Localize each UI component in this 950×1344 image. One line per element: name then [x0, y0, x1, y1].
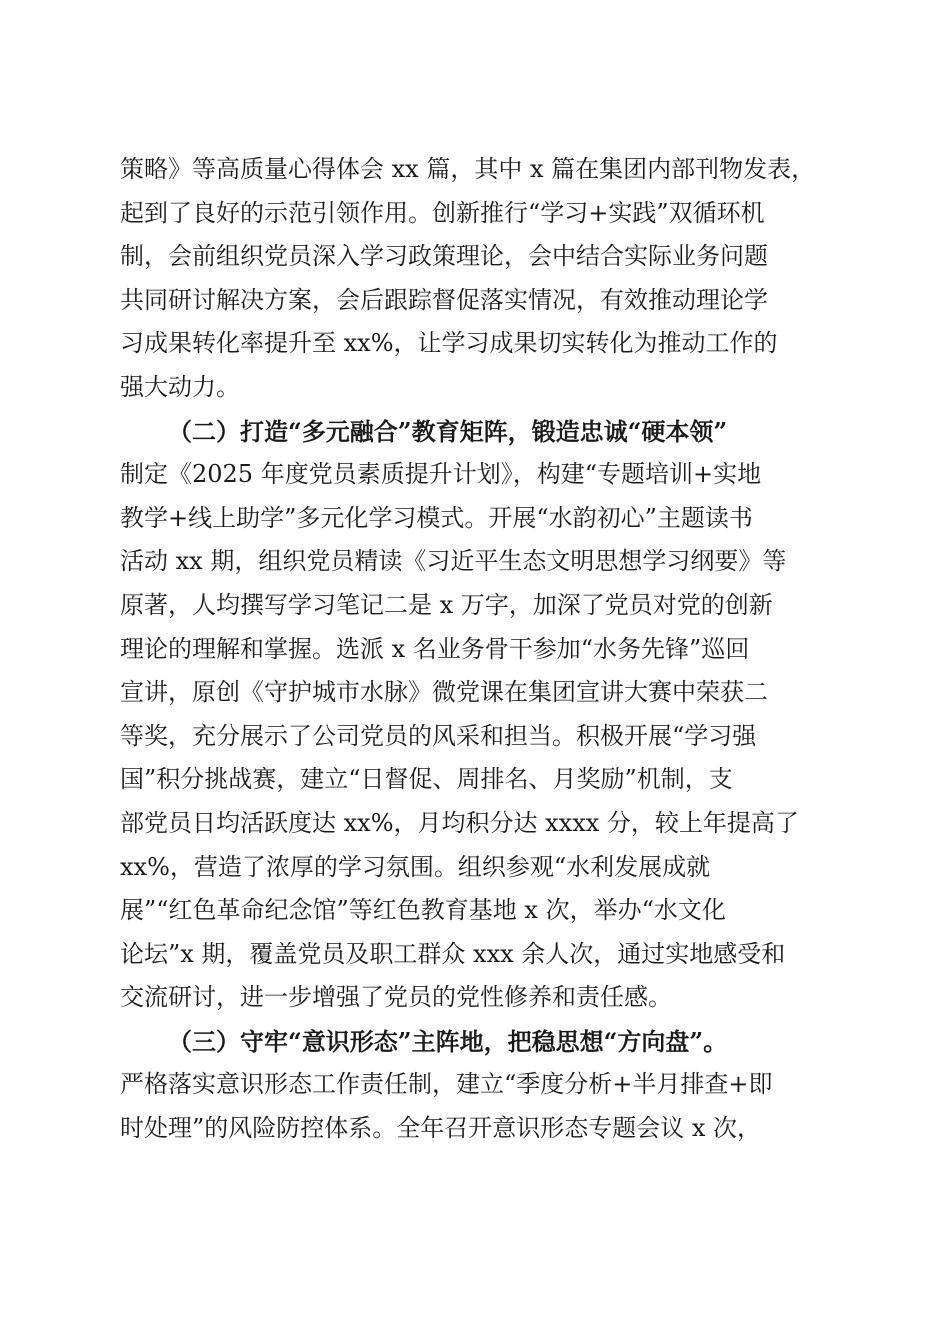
text-line: 严格落实意识形态工作责任制，建立“季度分析+半月排查+即 — [120, 1070, 773, 1099]
text-line: 共同研讨解决方案，会后跟踪督促落实情况，有效推动理论学 — [120, 285, 768, 314]
text-line: 制定《2025 年度党员素质提升计划》，构建“专题培训+实地 — [120, 460, 762, 489]
text-line: 策略》等高质量心得体会 xx 篇，其中 x 篇在集团内部刊物发表， — [120, 155, 816, 183]
text-line: 交流研讨，进一步增强了党员的党性修养和责任感。 — [120, 983, 672, 1012]
text-line: xx%，营造了浓厚的学习氛围。组织参观“水利发展成就 — [120, 852, 711, 881]
text-line: 活动 xx 期，组织党员精读《习近平生态文明思想学习纲要》等 — [120, 547, 787, 576]
section-heading: （二）打造“多元融合”教育矩阵，锻造忠诚“硬本领” — [168, 416, 728, 446]
text-line: 论坛”x 期，覆盖党员及职工群众 xxx 余人次，通过实地感受和 — [120, 939, 786, 968]
text-line: 教学+线上助学”多元化学习模式。开展“水韵初心”主题读书 — [120, 503, 753, 532]
text-line: 强大动力。 — [120, 372, 240, 401]
section-heading: （三）守牢“意识形态”主阵地，把稳思想“方向盘”。 — [168, 1026, 728, 1056]
text-line: 国”积分挑战赛，建立“日督促、周排名、月奖励”机制，支 — [120, 765, 733, 794]
text-line: 制，会前组织党员深入学习政策理论，会中结合实际业务问题 — [120, 242, 768, 271]
text-line: 时处理”的风险防控体系。全年召开意识形态专题会议 x 次， — [120, 1114, 762, 1143]
text-line: 理论的理解和掌握。选派 x 名业务骨干参加“水务先锋”巡回 — [120, 634, 750, 663]
text-line: 展”“红色革命纪念馆”等红色教育基地 x 次，举办“水文化 — [120, 896, 726, 925]
text-line: 原著，人均撰写学习笔记二是 x 万字，加深了党员对党的创新 — [120, 590, 773, 619]
document-page — [120, 148, 832, 1151]
text-line: 等奖，充分展示了公司党员的风采和担当。积极开展“学习强 — [120, 721, 757, 750]
text-line: 宣讲，原创《守护城市水脉》微党课在集团宣讲大赛中荣获二 — [120, 678, 768, 707]
text-line: 起到了良好的示范引领作用。创新推行“学习+实践”双循环机 — [120, 198, 765, 227]
document-body — [120, 148, 832, 1151]
text-line: 习成果转化率提升至 xx%，让学习成果切实转化为推动工作的 — [120, 329, 778, 358]
text-line: 部党员日均活跃度达 xx%，月均积分达 xxxx 分，较上年提高了 — [120, 808, 799, 837]
